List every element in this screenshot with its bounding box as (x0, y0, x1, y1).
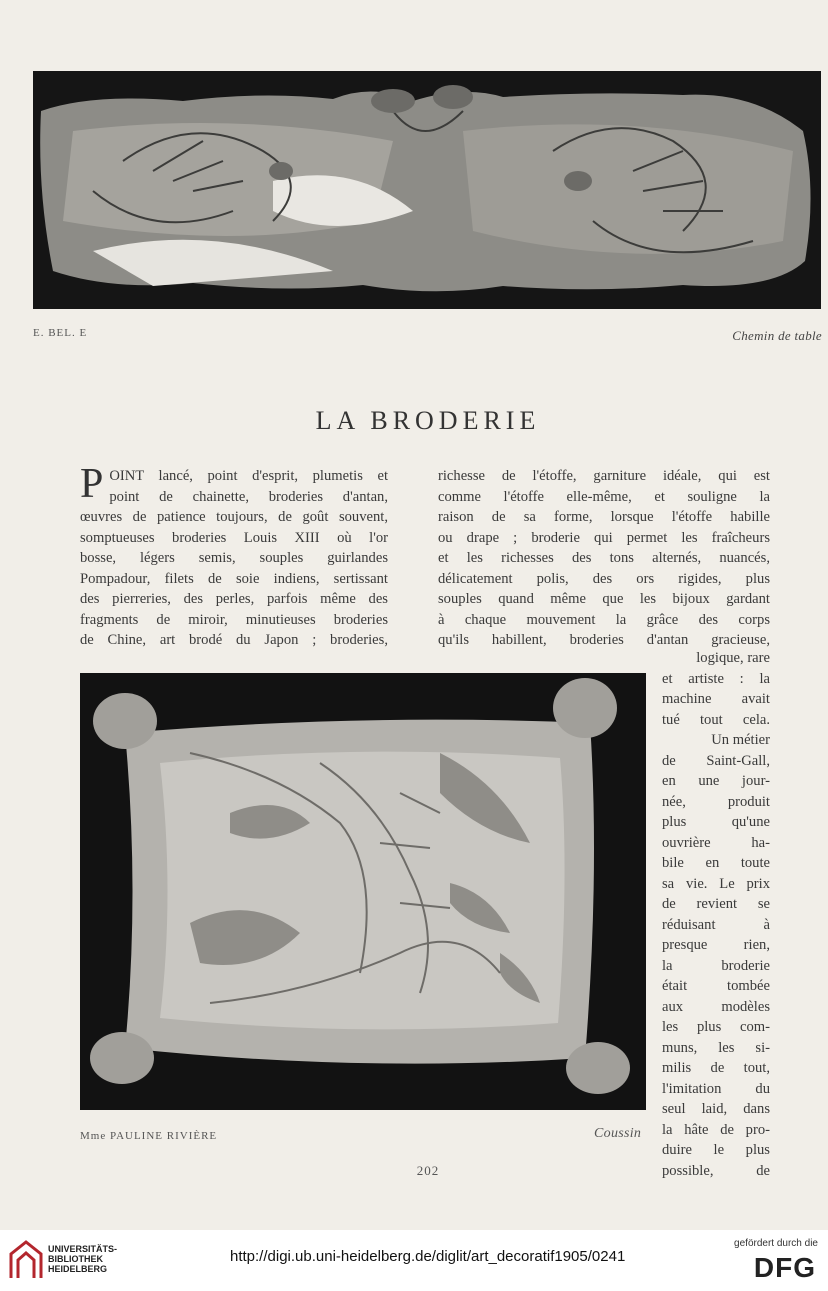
text-line: possible, de (662, 1162, 770, 1179)
text-line: bosse, légers semis, souples guirlandes (80, 550, 388, 566)
text-line: les plus com- (662, 1019, 770, 1035)
page-number: 202 (416, 1163, 440, 1178)
text-line: tué tout cela. (662, 711, 770, 728)
text-line: en une jour- (662, 773, 770, 789)
library-name-line: BIBLIOTHEK (48, 1254, 103, 1264)
university-library-logo-icon (9, 1240, 43, 1280)
library-name-line: HEIDELBERG (48, 1264, 108, 1274)
text-line: née, produit (662, 793, 770, 810)
text-line: Pompadour, filets de soie indiens, sertissant (80, 570, 388, 587)
text-line: OINT lancé, point d'esprit, plumetis et (109, 468, 388, 484)
text-line: réduisant à (662, 916, 770, 933)
text-column-right (438, 466, 770, 651)
text-line: presque rien, (662, 937, 770, 953)
text-line: de Chine, art brodé du Japon ; broderies, (80, 632, 388, 648)
permalink-url[interactable]: http://digi.ub.uni-heidelberg.de/diglit/art_decoratif1905/0241 (230, 1248, 626, 1265)
text-line: ouvrière ha- (662, 834, 770, 851)
photo-caption-top: Chemin de table (732, 328, 822, 343)
text-line: la broderie (662, 957, 770, 974)
text-line: et artiste : la (662, 670, 770, 687)
text-line: raison de sa forme, lorsque l'étoffe habille (438, 509, 770, 525)
text-column-narrow (662, 648, 770, 1181)
artist-caption-bottom: Mme PAULINE RIVIÈRE (80, 1130, 218, 1142)
text-line: point de chainette, broderies d'antan, (109, 488, 388, 505)
text-line: plus qu'une (662, 814, 770, 830)
text-line: richesse de l'étoffe, garniture idéale, qui est (438, 468, 770, 484)
text-line: des pierreries, des perles, parfois même des (80, 591, 388, 607)
text-line: seul laid, dans (662, 1101, 770, 1117)
text-line: de revient se (662, 896, 770, 912)
dfg-logo: DFG (753, 1252, 816, 1283)
text-line: ou drape ; broderie qui permet les fraîcheurs (438, 529, 770, 546)
text-line: délicatement polis, des ors rigides, plus (438, 570, 770, 587)
library-name (48, 1244, 117, 1274)
text-line: la hâte de pro- (662, 1121, 770, 1138)
text-line: somptueuses broderies Louis XIII où l'or (80, 529, 388, 546)
text-line: sa vie. Le prix (662, 875, 770, 892)
cushion-image (80, 673, 646, 1110)
text-line: bile en toute (662, 855, 770, 871)
text-line: fragments de miroir, minutieuses broderies (80, 611, 388, 628)
text-line: muns, les si- (662, 1039, 770, 1056)
text-column-left (80, 461, 388, 651)
text-line: de Saint-Gall, (662, 752, 770, 769)
funding-note: gefördert durch die (734, 1238, 818, 1249)
text-line: duire le plus (662, 1142, 770, 1158)
cushion-photo (80, 673, 646, 1110)
text-line: milis de tout, (662, 1060, 770, 1076)
text-line: souples quand même que les bijoux gardant (438, 591, 770, 607)
text-line: à chaque mouvement la grâce des corps (438, 611, 770, 628)
text-line: l'imitation du (662, 1080, 770, 1097)
article-title: LA BRODERIE (315, 406, 541, 435)
text-line: était tombée (662, 978, 770, 994)
text-line: machine avait (662, 691, 770, 707)
text-line: aux modèles (662, 998, 770, 1015)
library-name-line: UNIVERSITÄTS- (48, 1244, 118, 1254)
text-line: œuvres de patience toujours, de goût souvent, (80, 509, 388, 525)
text-line: et les richesses des tons alternés, nuancés, (438, 550, 770, 566)
drop-cap: P (80, 461, 104, 507)
table-runner-photo (33, 71, 821, 309)
photo-caption-bottom: Coussin (594, 1126, 642, 1141)
text-line: comme l'étoffe elle-même, et souligne la (438, 488, 770, 505)
artist-caption-top: E. BEL. E (33, 327, 88, 339)
text-line: qu'ils habillent, broderies d'antan gracieuse, (438, 632, 770, 648)
text-line: logique, rare (696, 650, 770, 666)
text-line: Un métier (711, 732, 770, 748)
table-runner-image (33, 71, 821, 309)
